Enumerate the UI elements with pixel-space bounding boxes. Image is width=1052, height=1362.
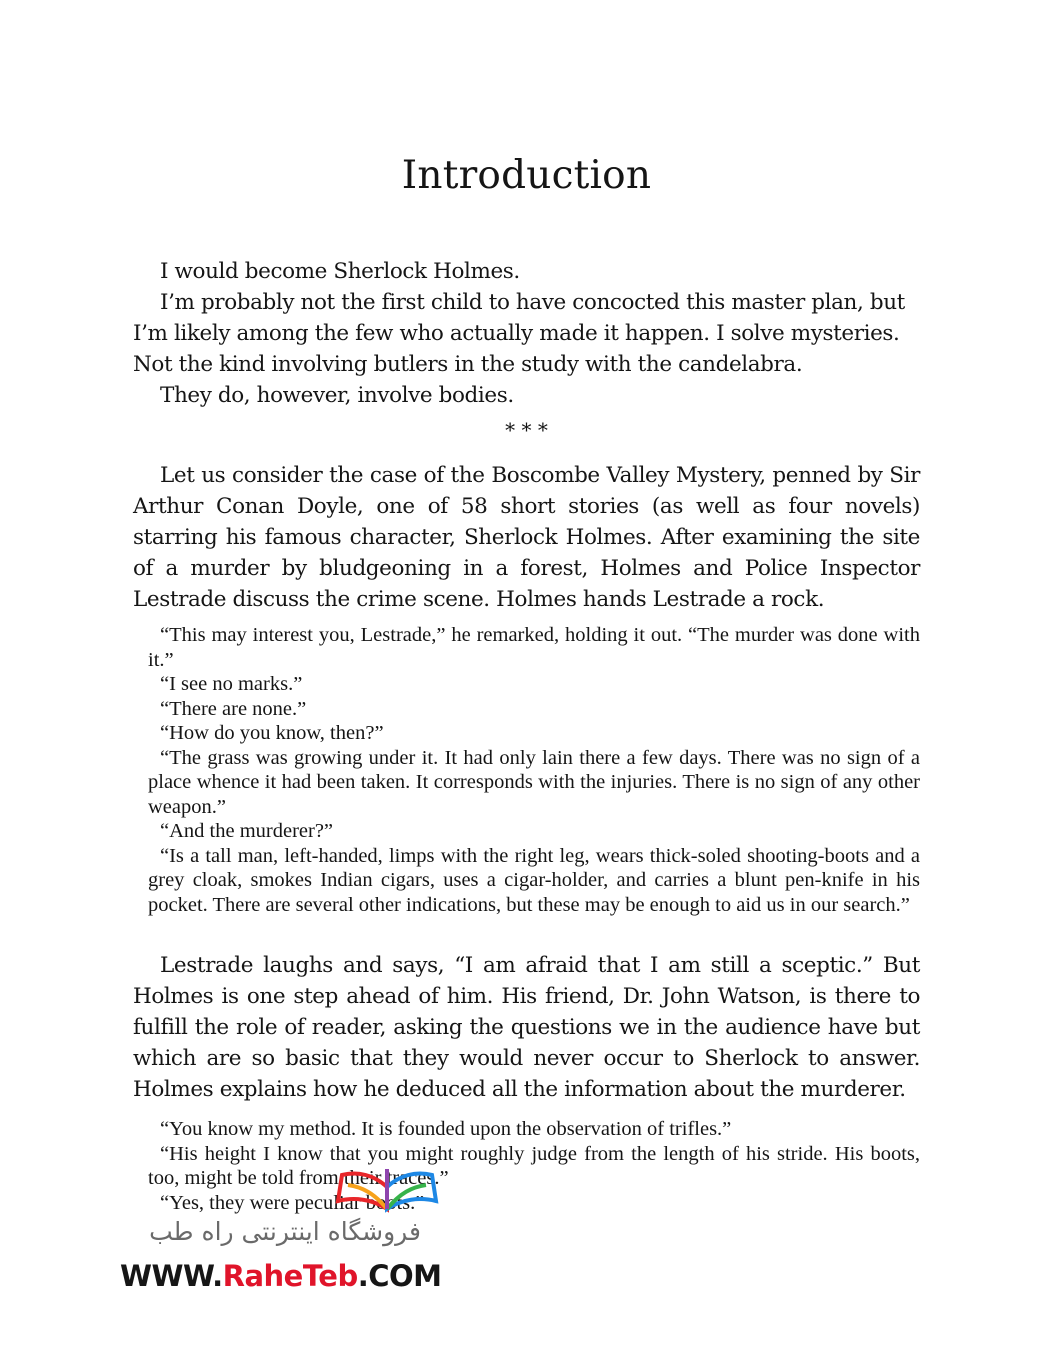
quote-line: “How do you know, then?” — [160, 722, 384, 744]
quote-line: “His height I know that you might roughly judge from the length of his stride. His boots, too, might be told from their traces.” — [148, 1142, 920, 1189]
quote-line: “Is a tall man, left-handed, limps with the right leg, wears thick-soled shooting-boots and a grey cloak, smokes Indian cigars, uses a cigar-holder, and carries a blunt pen-knife in his pocket. There are several other indications, but these may be enough to aid us in our search.” — [148, 844, 920, 916]
quote-line: “I see no marks.” — [160, 673, 303, 695]
quote-line: “The grass was growing under it. It had only lain there a few days. There was no sign of a place whence it had been taken. It corresponds with the injuries. There is no sign of any other weapon.” — [148, 746, 920, 818]
intro-section — [133, 256, 920, 411]
quote-line: “Yes, they were peculiar boots.” — [160, 1191, 425, 1214]
url-suffix: .COM — [357, 1259, 442, 1293]
intro-paragraph: I would become Sherlock Holmes. — [160, 259, 520, 284]
body-section — [133, 950, 920, 1105]
url-prefix: WWW. — [120, 1259, 223, 1293]
watermark-persian-text: فروشگاه اینترنتی راه طب — [149, 1217, 421, 1246]
quote-line: “There are none.” — [160, 697, 307, 720]
body-paragraph: Lestrade laughs and says, “I am afraid that I am still a sceptic.” But Holmes is one step ahead of him. His friend, Dr. John Watson, is there to fulfill the role of reader, asking the questions we in the audience have but which are so basic that they would never occur to Sherlock to answer. Holmes explains how he deduced all the information about the murderer. — [133, 953, 920, 1102]
watermark-url — [120, 1259, 450, 1293]
body-paragraph: Let us consider the case of the Boscombe Valley Mystery, penned by Sir Arthur Conan Doyle, one of 58 short stories (as well as four novels) starring his famous character, Sherlock Holmes. After examining the site of a murder by bludgeoning in a forest, Holmes and Police Inspector Lestrade discuss the crime scene. Holmes hands Lestrade a rock. — [133, 463, 920, 612]
intro-paragraph: They do, however, involve bodies. — [160, 383, 514, 408]
block-quote — [133, 623, 920, 917]
section-separator: * * * — [505, 418, 548, 442]
quote-line: “This may interest you, Lestrade,” he remarked, holding it out. “The murder was done with it.” — [148, 624, 920, 671]
quote-line: “You know my method. It is founded upon the observation of trifles.” — [160, 1118, 732, 1140]
open-book-logo-icon — [332, 1165, 442, 1215]
quote-line: “And the murderer?” — [160, 820, 334, 842]
body-section — [133, 460, 920, 615]
url-brand: RaheTeb — [222, 1259, 358, 1293]
intro-paragraph: I’m probably not the first child to have concocted this master plan, but I’m likely among the few who actually made it happen. I solve mysteries. Not the kind involving butlers in the study with the candelabra. — [133, 290, 905, 377]
watermark — [120, 1165, 450, 1300]
page-title: Introduction — [401, 153, 652, 198]
